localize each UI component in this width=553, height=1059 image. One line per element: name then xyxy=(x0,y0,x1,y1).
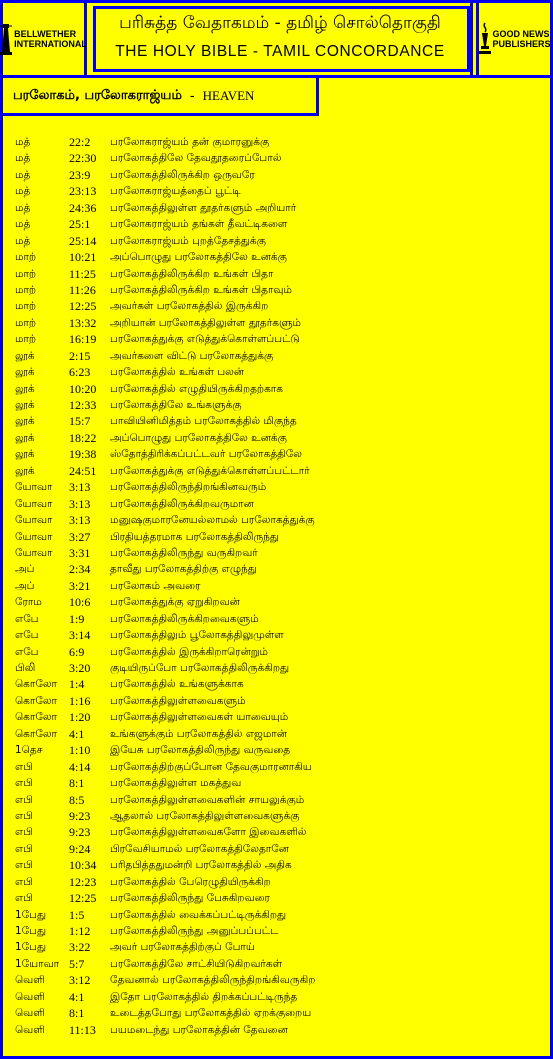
list-item xyxy=(15,824,545,840)
book-abbrev: அப் xyxy=(15,563,35,576)
phrase: பரலோகத்திலிருக்கிறவைகளும் xyxy=(110,612,259,625)
verse-ref: 10:34 xyxy=(69,858,97,873)
verse-ref: 22:30 xyxy=(69,151,97,166)
book-abbrev: 1பேது xyxy=(15,941,47,954)
book-abbrev: 1பேது xyxy=(15,925,47,937)
verse-ref: 3:22 xyxy=(69,940,91,955)
book-abbrev: அப் xyxy=(15,579,35,592)
lighthouse-icon xyxy=(0,22,12,56)
book-abbrev: மாற் xyxy=(15,316,37,329)
verse-ref: 4:1 xyxy=(69,726,85,741)
list-item xyxy=(15,808,545,824)
verse-ref: 10:20 xyxy=(69,381,97,396)
verse-ref: 10:21 xyxy=(69,250,97,265)
list-item xyxy=(15,972,545,988)
phrase: குடியிருப்போ பரலோகத்திலிருக்கிறது xyxy=(110,662,290,674)
book-abbrev: மத் xyxy=(15,185,31,198)
phrase: பிரவேசியாமல் பரலோகத்திலேதானே xyxy=(110,842,289,855)
book-abbrev: லூக் xyxy=(15,431,35,444)
verse-ref: 25:14 xyxy=(69,233,97,248)
list-item xyxy=(15,693,545,709)
verse-ref: 18:22 xyxy=(69,430,97,445)
book-abbrev: மத் xyxy=(15,218,31,231)
book-abbrev: மாற் xyxy=(15,251,37,264)
phrase: பரலோகத்துக்கு எடுத்துக்கொள்ளப்பட்டார் xyxy=(110,464,310,477)
verse-ref: 13:32 xyxy=(69,315,97,330)
list-item xyxy=(15,578,545,594)
list-item xyxy=(15,709,545,725)
book-abbrev: லூக் xyxy=(15,415,35,428)
verse-ref: 1:12 xyxy=(69,924,91,938)
phrase: ஆதலால் பரலோகத்திலுள்ளவைகளுக்கு xyxy=(110,809,300,822)
verse-ref: 1:9 xyxy=(69,611,85,626)
phrase: பரலோகத்தில் வைக்கப்பட்டிருக்கிறது xyxy=(110,908,287,921)
list-item xyxy=(15,939,545,955)
verse-ref: 8:1 xyxy=(69,776,85,791)
book-abbrev: லூக் xyxy=(15,464,35,477)
list-item xyxy=(15,529,545,545)
list-item xyxy=(15,561,545,577)
list-item xyxy=(15,381,545,397)
topic-english: HEAVEN xyxy=(202,87,255,103)
verse-ref: 3:21 xyxy=(69,578,91,593)
list-item xyxy=(15,841,545,857)
phrase: பரலோகராஜ்யம் புறத்தேசத்துக்கு xyxy=(110,234,266,247)
book-abbrev: வெளி xyxy=(15,974,45,987)
phrase: இயேசு பரலோகத்திலிருந்து வருவதை xyxy=(110,744,291,757)
book-abbrev: எபி xyxy=(15,842,33,855)
phrase: பரலோகத்திலிருந்திறங்கினவரும் xyxy=(110,481,267,494)
verse-ref: 4:14 xyxy=(69,759,91,774)
list-item xyxy=(15,594,545,610)
concordance-list xyxy=(15,134,545,1038)
verse-ref: 8:5 xyxy=(69,792,85,807)
phrase: பரலோகத்திலிருக்கிற உங்கள் பிதா xyxy=(110,267,274,280)
verse-ref: 9:24 xyxy=(69,841,91,856)
list-item xyxy=(15,923,545,939)
list-item xyxy=(15,134,545,150)
book-abbrev: பிலி xyxy=(15,662,36,674)
verse-ref: 4:1 xyxy=(69,989,85,1004)
phrase: ஸ்தோத்திரிக்கப்பட்டவர் பரலோகத்திலே xyxy=(110,448,302,461)
list-item xyxy=(15,233,545,249)
verse-ref: 6:23 xyxy=(69,365,91,380)
book-abbrev: மத் xyxy=(15,168,31,181)
list-item xyxy=(15,759,545,775)
good-news-logo xyxy=(476,3,550,75)
book-abbrev: எபி xyxy=(15,793,33,806)
verse-ref: 1:10 xyxy=(69,743,91,758)
bellwether-logo xyxy=(3,3,87,75)
book-abbrev: மாற் xyxy=(15,283,37,296)
list-item xyxy=(15,397,545,413)
phrase: பரலோகராஜ்யம் தங்கள் தீவட்டிகளை xyxy=(110,218,288,231)
verse-ref: 1:20 xyxy=(69,710,91,725)
list-item xyxy=(15,331,545,347)
verse-ref: 23:9 xyxy=(69,167,91,182)
verse-ref: 22:2 xyxy=(69,135,91,149)
list-item xyxy=(15,167,545,183)
verse-ref: 9:23 xyxy=(69,825,91,840)
phrase: பரலோகத்திலும் பூலோகத்திலுமுள்ள xyxy=(110,629,284,642)
verse-ref: 3:14 xyxy=(69,628,91,643)
verse-ref: 3:20 xyxy=(69,661,91,675)
verse-ref: 12:25 xyxy=(69,891,97,906)
phrase: பரலோகத்திலிருக்கிற ஒருவரே xyxy=(110,168,255,181)
list-item xyxy=(15,463,545,479)
book-abbrev: எபி xyxy=(15,826,33,839)
list-item xyxy=(15,183,545,199)
verse-ref: 12:33 xyxy=(69,398,97,412)
list-item xyxy=(15,726,545,742)
phrase: பரலோகத்திலே சாட்சியிடுகிறவர்கள் xyxy=(110,957,283,970)
verse-ref: 5:7 xyxy=(69,956,85,971)
phrase: பரலோகத்தில் உங்கள் பலன் xyxy=(110,366,245,379)
phrase: பரலோகத்திலுள்ளவைகள் யாவையும் xyxy=(110,711,289,724)
phrase: பரலோகத்தில் இருக்கிறாரென்றும் xyxy=(110,645,269,658)
list-item xyxy=(15,512,545,528)
book-abbrev: லூக் xyxy=(15,366,35,379)
verse-ref: 23:13 xyxy=(69,184,97,199)
list-item xyxy=(15,496,545,512)
list-item xyxy=(15,348,545,364)
phrase: தாவீது பரலோகத்திற்கு எழுந்து xyxy=(110,563,257,576)
list-item xyxy=(15,364,545,380)
phrase: இதோ பரலோகத்தில் திறக்கப்பட்டிருந்த xyxy=(110,990,298,1003)
phrase: பரலோகத்திலுள்ளவைகளோ இவைகளில் xyxy=(110,826,307,839)
verse-ref: 24:51 xyxy=(69,463,97,478)
list-item xyxy=(15,266,545,282)
phrase: பாவியினிமித்தம் பரலோகத்தில் மிகுந்த xyxy=(110,415,297,428)
topic-separator: - xyxy=(189,87,195,104)
book-abbrev: 1பேது xyxy=(15,908,47,921)
book-abbrev: எபி xyxy=(15,809,33,822)
book-abbrev: 1தெச xyxy=(15,744,43,757)
list-item xyxy=(15,430,545,446)
book-abbrev: மத் xyxy=(15,201,31,214)
phrase: அவர் பரலோகத்திற்குப் போய் xyxy=(110,941,255,954)
list-item xyxy=(15,446,545,462)
verse-ref: 3:12 xyxy=(69,973,91,988)
book-abbrev: எபி xyxy=(15,777,33,790)
phrase: அப்பொழுது பரலோகத்திலே உனக்கு xyxy=(110,251,287,264)
list-item xyxy=(15,1022,545,1038)
list-item xyxy=(15,611,545,627)
verse-ref: 11:25 xyxy=(69,266,96,281)
verse-ref: 2:15 xyxy=(69,348,91,363)
phrase: பரலோகத்துக்கு ஏறுகிறவன் xyxy=(110,596,240,609)
title-english: THE HOLY BIBLE - TAMIL CONCORDANCE xyxy=(115,43,445,60)
phrase: பரலோகத்திலுள்ளவைகளும் xyxy=(110,694,246,707)
phrase: பரலோகத்திலிருந்து அனுப்பப்பட்ட xyxy=(110,925,279,937)
phrase: பரலோகத்திலே தேவதூதரைப்போல் xyxy=(110,152,282,165)
list-item xyxy=(15,792,545,808)
list-item xyxy=(15,775,545,791)
book-abbrev: யோவா xyxy=(15,497,53,510)
phrase: பரலோகராஜ்யத்தைப் பூட்டி xyxy=(110,185,241,198)
book-abbrev: கொலோ xyxy=(15,727,58,740)
list-item xyxy=(15,150,545,166)
book-abbrev: மத் xyxy=(15,136,31,148)
phrase: பரலோகத்திலுள்ளவைகளின் சாயலுக்கும் xyxy=(110,793,305,806)
phrase: பரலோகத்தில் உங்களுக்காக xyxy=(110,678,244,691)
torch-icon xyxy=(479,22,491,56)
list-item xyxy=(15,644,545,660)
book-abbrev: யோவா xyxy=(15,546,53,559)
list-item xyxy=(15,413,545,429)
book-abbrev: மத் xyxy=(15,152,31,165)
phrase: பரலோகத்துக்கு எடுத்துக்கொள்ளப்பட்டு xyxy=(110,333,300,346)
book-abbrev: எபே xyxy=(15,629,39,642)
book-abbrev: மத் xyxy=(15,234,31,247)
phrase: உங்களுக்கும் பரலோகத்தில் எஜமான் xyxy=(110,727,287,740)
list-item xyxy=(15,890,545,906)
phrase: பரலோகத்திலிருக்கிற உங்கள் பிதாவும் xyxy=(110,283,292,296)
phrase: அப்பொழுது பரலோகத்திலே உனக்கு xyxy=(110,431,287,444)
logo-line-1: GOOD NEWS xyxy=(492,29,550,39)
phrase: பரலோகத்திற்குப்போன தேவகுமாரனாகிய xyxy=(110,760,312,773)
list-item xyxy=(15,1005,545,1021)
logo-line-2: INTERNATIONAL xyxy=(14,39,87,49)
phrase: பயமடைந்து பரலோகத்தின் தேவனை xyxy=(110,1023,288,1036)
verse-ref: 1:4 xyxy=(69,677,85,692)
phrase: பரலோகத்திலிருந்து வருகிறவர் xyxy=(110,546,258,559)
title-box xyxy=(90,3,473,75)
book-abbrev: யோவா xyxy=(15,514,53,527)
phrase: பரலோகத்திலே உங்களுக்கு xyxy=(110,399,242,411)
book-abbrev: கொலோ xyxy=(15,694,58,707)
phrase: பரலோகத்திலுள்ள மகத்துவ xyxy=(110,777,242,790)
logo-line-1: BELLWETHER xyxy=(14,29,77,39)
verse-ref: 3:13 xyxy=(69,513,91,528)
book-abbrev: மாற் xyxy=(15,333,37,346)
book-abbrev: மாற் xyxy=(15,300,37,313)
verse-ref: 24:36 xyxy=(69,200,97,215)
phrase: மனுஷகுமாரனேயல்லாமல் பரலோகத்துக்கு xyxy=(110,514,315,527)
book-abbrev: எபி xyxy=(15,760,33,773)
list-item xyxy=(15,742,545,758)
verse-ref: 15:7 xyxy=(69,414,91,429)
phrase: அவர்களை விட்டு பரலோகத்துக்கு xyxy=(110,349,274,362)
verse-ref: 8:1 xyxy=(69,1006,85,1021)
verse-ref: 12:25 xyxy=(69,299,97,314)
list-item xyxy=(15,627,545,643)
verse-ref: 25:1 xyxy=(69,217,91,232)
book-abbrev: எபே xyxy=(15,612,39,625)
book-abbrev: எபி xyxy=(15,892,33,905)
book-abbrev: மாற் xyxy=(15,267,37,280)
phrase: பரலோகம் அவரை xyxy=(110,579,201,592)
list-item xyxy=(15,660,545,676)
title-tamil: பரிசுத்த வேதாகமம் - தமிழ் சொல்தொகுதி xyxy=(119,13,441,33)
verse-ref: 3:13 xyxy=(69,480,91,495)
list-item xyxy=(15,676,545,692)
list-item xyxy=(15,282,545,298)
list-item xyxy=(15,200,545,216)
phrase: பரலோகத்தில் எழுதியிருக்கிறதற்காக xyxy=(110,382,283,395)
list-item xyxy=(15,989,545,1005)
phrase: பரலோகத்திலிருந்து பேசுகிறவரை xyxy=(110,892,270,905)
book-abbrev: எபி xyxy=(15,859,33,872)
list-item xyxy=(15,545,545,561)
verse-ref: 19:38 xyxy=(69,447,97,462)
topic-heading xyxy=(3,78,319,116)
verse-ref: 3:27 xyxy=(69,529,91,544)
verse-ref: 3:31 xyxy=(69,545,91,560)
book-abbrev: யோவா xyxy=(15,530,53,543)
list-item xyxy=(15,479,545,495)
list-item xyxy=(15,956,545,972)
phrase: அறியான் பரலோகத்திலுள்ள தூதர்களும் xyxy=(110,316,301,329)
book-abbrev: எபி xyxy=(15,875,33,888)
book-abbrev: லூக் xyxy=(15,382,35,395)
book-abbrev: லூக் xyxy=(15,399,35,411)
book-abbrev: வெளி xyxy=(15,1007,45,1020)
book-abbrev: கொலோ xyxy=(15,678,58,691)
book-abbrev: கொலோ xyxy=(15,711,58,724)
book-abbrev: லூக் xyxy=(15,349,35,362)
verse-ref: 10:6 xyxy=(69,595,91,610)
phrase: தேவனால் பரலோகத்திலிருந்திறங்கிவருகிற xyxy=(110,974,316,987)
verse-ref: 2:34 xyxy=(69,562,91,577)
book-abbrev: வெளி xyxy=(15,990,45,1003)
phrase: அவர்கள் பரலோகத்தில் இருக்கிற xyxy=(110,300,269,313)
phrase: பரலோகத்திலிருக்கிறவருமான xyxy=(110,497,254,510)
verse-ref: 1:5 xyxy=(69,907,85,922)
verse-ref: 12:23 xyxy=(69,874,97,889)
phrase: பரலோகத்திலுள்ள தூதர்களும் அறியார் xyxy=(110,201,297,214)
book-abbrev: வெளி xyxy=(15,1023,45,1036)
list-item xyxy=(15,249,545,265)
list-item xyxy=(15,298,545,314)
book-abbrev: யோவா xyxy=(15,481,53,494)
book-abbrev: எபே xyxy=(15,645,39,658)
book-abbrev: 1யோவா xyxy=(15,957,60,970)
verse-ref: 1:16 xyxy=(69,693,91,708)
topic-tamil: பரலோகம், பரலோகராஜ்யம் xyxy=(13,87,182,103)
list-item xyxy=(15,315,545,331)
logo-line-2: PUBLISHERS xyxy=(492,39,551,49)
verse-ref: 11:26 xyxy=(69,282,96,297)
verse-ref: 9:23 xyxy=(69,808,91,823)
list-item xyxy=(15,216,545,232)
phrase: பரலோகராஜ்யம் தன் குமாரனுக்கு xyxy=(110,136,270,148)
verse-ref: 6:9 xyxy=(69,644,85,659)
verse-ref: 11:13 xyxy=(69,1022,96,1037)
list-item xyxy=(15,857,545,873)
header xyxy=(3,3,550,78)
phrase: பரிதபித்ததுமன்றி பரலோகத்தில் அதிக xyxy=(110,859,292,872)
verse-ref: 3:13 xyxy=(69,496,91,511)
list-item xyxy=(15,874,545,890)
phrase: உடைத்தபோது பரலோகத்தில் ஏறக்குறைய xyxy=(110,1007,312,1020)
book-abbrev: லூக் xyxy=(15,448,35,461)
book-abbrev: ரோம xyxy=(15,596,42,609)
list-item xyxy=(15,907,545,923)
verse-ref: 16:19 xyxy=(69,332,97,347)
phrase: பரலோகத்தில் பேரெழுதியிருக்கிற xyxy=(110,875,271,888)
phrase: பிரதியத்தரமாக பரலோகத்திலிருந்து xyxy=(110,530,280,543)
